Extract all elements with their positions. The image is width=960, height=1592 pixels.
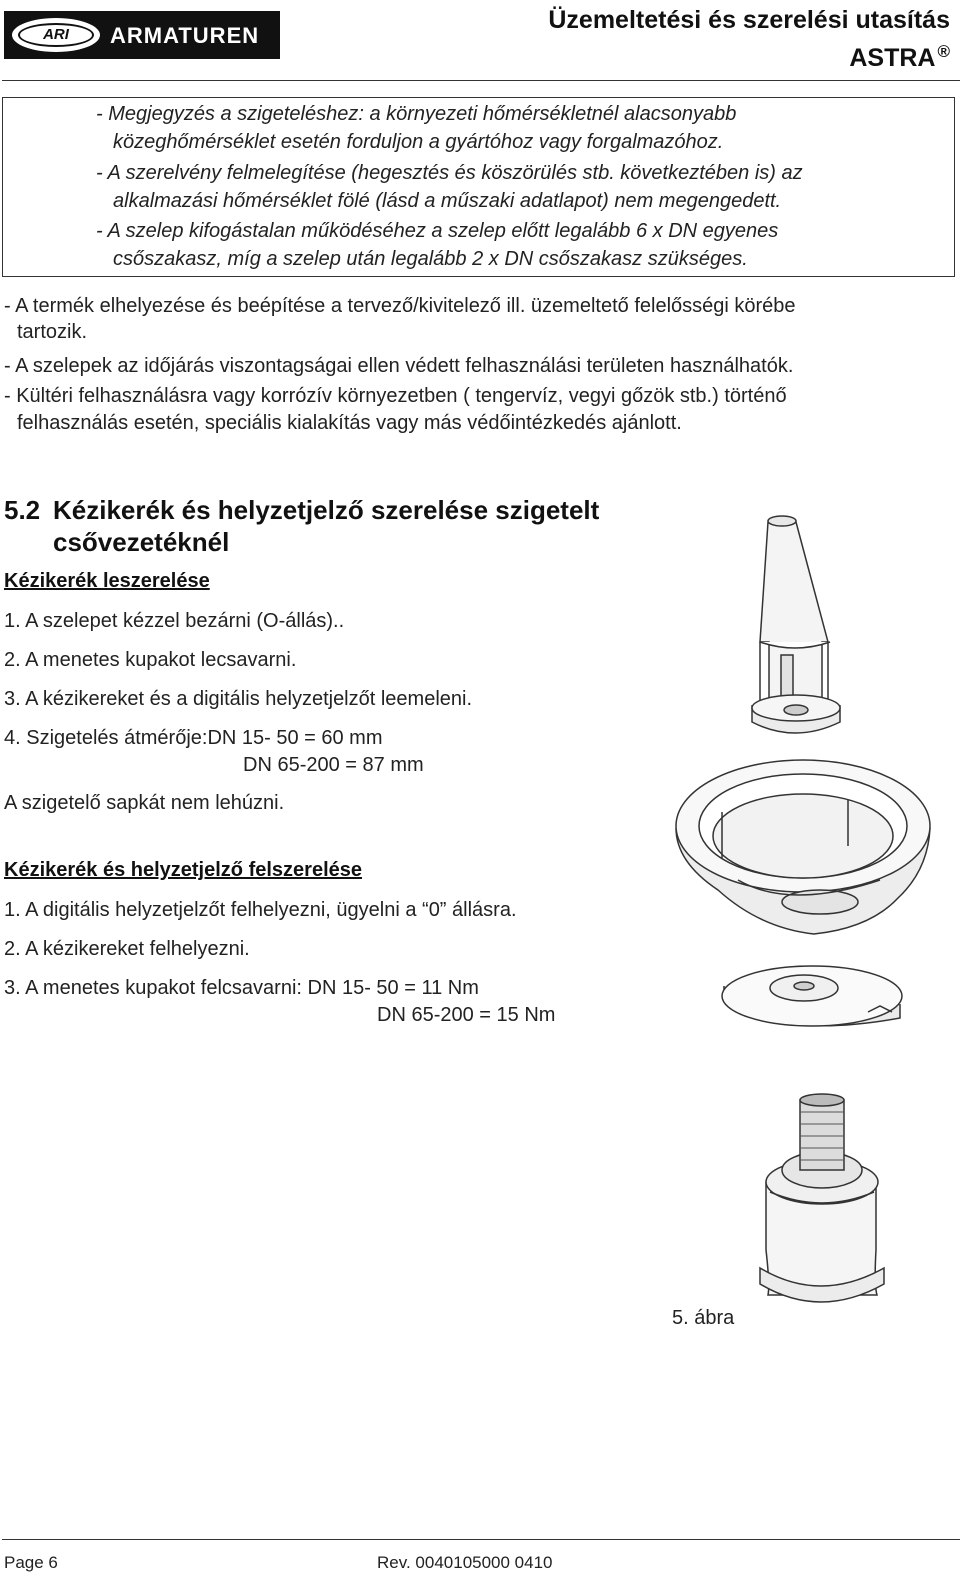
note-line: - Megjegyzés a szigeteléshez: a környezeti hőmérsékletnél alacsonyabb (96, 103, 737, 125)
position-indicator-disc (722, 966, 902, 1026)
body-line: - Kültéri felhasználásra vagy korrózív környezetben ( tengervíz, vegyi gőzök stb.) történő (4, 385, 787, 407)
figure-caption: 5. ábra (672, 1307, 735, 1329)
product-name-text: ASTRA (849, 44, 936, 72)
section-title: Kézikerék és helyzetjelző szerelése szigetelt (53, 495, 600, 525)
insulation-cap-part (760, 1094, 884, 1302)
removal-step-cont: DN 65-200 = 87 mm (243, 754, 424, 776)
install-step: 3. A menetes kupakot felcsavarni: DN 15- 50 = 11 Nm (4, 977, 479, 999)
install-step: 1. A digitális helyzetjelzőt felhelyezni, ügyelni a “0” állásra. (4, 899, 517, 921)
removal-note: A szigetelő sapkát nem lehúzni. (4, 792, 285, 814)
section-title-cont: csővezetéknél (53, 527, 230, 557)
body-line: tartozik. (17, 321, 88, 343)
removal-heading: Kézikerék leszerelése (4, 570, 210, 592)
install-step: 2. A kézikereket felhelyezni. (4, 938, 250, 960)
ari-logo-mark: ARI (18, 23, 94, 47)
revision-number: Rev. 0040105000 0410 (377, 1553, 553, 1572)
body-line: felhasználás esetén, speciális kialakítás vagy más védőintézkedés ajánlott. (17, 412, 682, 434)
removal-step: 4. Szigetelés átmérője:DN 15- 50 = 60 mm (4, 727, 383, 749)
registered-mark: ® (937, 42, 950, 61)
handwheel-ring-part (676, 760, 930, 934)
note-line: alkalmazási hőmérséklet fölé (lásd a műszaki adatlapot) nem megengedett. (113, 190, 782, 212)
removal-step: 3. A kézikereket és a digitális helyzetjelzőt leemeleni. (4, 688, 473, 710)
document-title: Üzemeltetési és szerelési utasítás (548, 6, 950, 34)
page-number: Page 6 (4, 1553, 58, 1572)
removal-step: 2. A menetes kupakot lecsavarni. (4, 649, 297, 671)
note-line: - A szerelvény felmelegítése (hegesztés és köszörülés stb. következtében is) az (96, 162, 803, 184)
removal-step: 1. A szelepet kézzel bezárni (O-állás).. (4, 610, 345, 632)
note-line: csőszakasz, míg a szelep után legalább 2 x DN csőszakasz szükséges. (113, 248, 748, 270)
logo-brand-text: ARMATUREN (110, 23, 260, 48)
install-step-cont: DN 65-200 = 15 Nm (377, 1004, 556, 1026)
footer-divider (2, 1539, 960, 1540)
body-line: - A termék elhelyezése és beépítése a tervező/kivitelező ill. üzemeltető felelősségi körébe (4, 295, 796, 317)
section-number: 5.2 (4, 495, 41, 525)
cap-sleeve-part (752, 516, 840, 733)
note-line: - A szelep kifogástalan működéséhez a szelep előtt legalább 6 x DN egyenes (96, 220, 779, 242)
install-heading: Kézikerék és helyzetjelző felszerelése (4, 859, 362, 881)
body-line: - A szelepek az időjárás viszontagságai ellen védett felhasználási területen használhatók. (4, 355, 794, 377)
note-line: közeghőmérséklet esetén forduljon a gyártóhoz vagy forgalmazóhoz. (113, 131, 724, 153)
